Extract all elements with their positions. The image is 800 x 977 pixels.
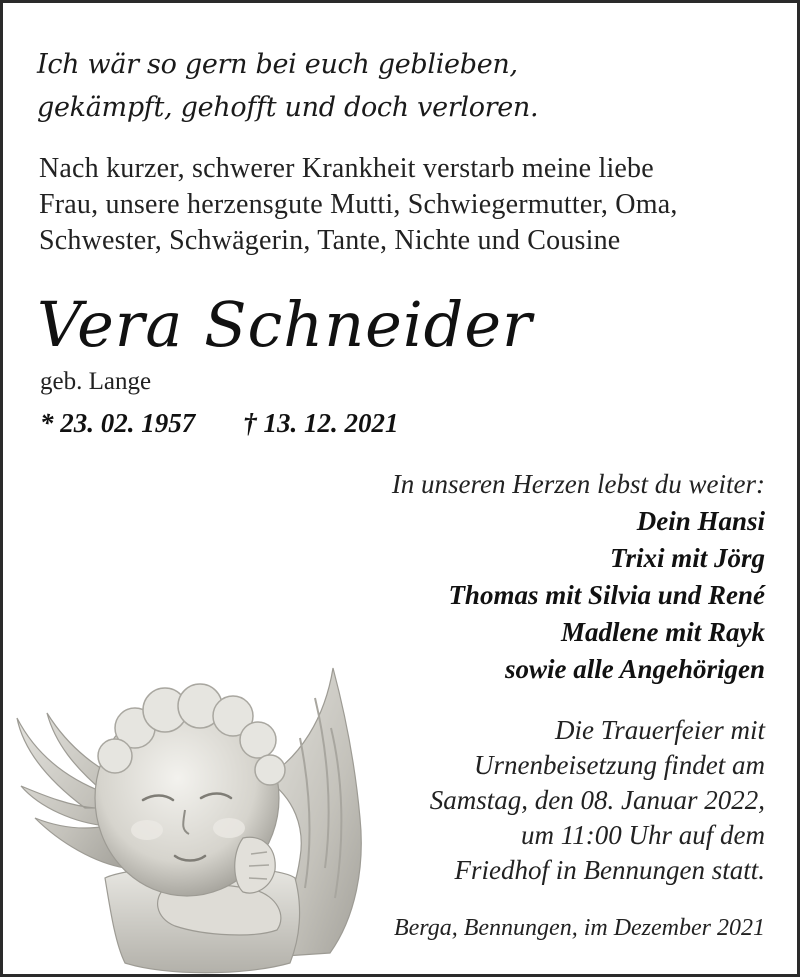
cherub-angel-statue-icon bbox=[15, 658, 375, 976]
poem-verse bbox=[37, 43, 538, 129]
service-line: Urnenbeisetzung findet am bbox=[474, 750, 765, 780]
mourner-name: Madlene mit Rayk bbox=[561, 617, 765, 647]
announcement-line: Nach kurzer, schwerer Krankheit verstarb meine liebe bbox=[39, 153, 654, 184]
announcement-line: Schwester, Schwägerin, Tante, Nichte und Cousine bbox=[39, 225, 621, 256]
death-date: † 13. 12. 2021 bbox=[243, 408, 399, 438]
service-line: Samstag, den 08. Januar 2022, bbox=[429, 785, 765, 815]
service-line: Friedhof in Bennungen statt. bbox=[454, 855, 765, 885]
maiden-name: geb. Lange bbox=[40, 368, 152, 395]
mourners-intro: In unseren Herzen lebst du weiter: bbox=[391, 469, 765, 499]
mourner-name: Dein Hansi bbox=[636, 506, 765, 536]
poem-line: Ich wär so gern bei euch geblieben, bbox=[37, 49, 518, 80]
mourner-name: Thomas mit Silvia und René bbox=[448, 580, 765, 610]
deceased-name: Vera Schneider bbox=[37, 288, 533, 361]
announcement-line: Frau, unsere herzensgute Mutti, Schwiegermutter, Oma, bbox=[39, 189, 678, 220]
location-date: Berga, Bennungen, im Dezember 2021 bbox=[393, 915, 765, 941]
mourner-name: Trixi mit Jörg bbox=[609, 543, 765, 573]
death-announcement bbox=[39, 151, 678, 259]
poem-line: gekämpft, gehofft und doch verloren. bbox=[37, 92, 539, 123]
mourner-name: sowie alle Angehörigen bbox=[504, 654, 765, 684]
service-line: Die Trauerfeier mit bbox=[555, 715, 765, 745]
birth-date: * 23. 02. 1957 bbox=[40, 408, 196, 438]
life-dates bbox=[40, 406, 399, 440]
funeral-service-info bbox=[430, 713, 765, 888]
service-line: um 11:00 Uhr auf dem bbox=[521, 820, 765, 850]
mourners-block bbox=[392, 466, 765, 688]
